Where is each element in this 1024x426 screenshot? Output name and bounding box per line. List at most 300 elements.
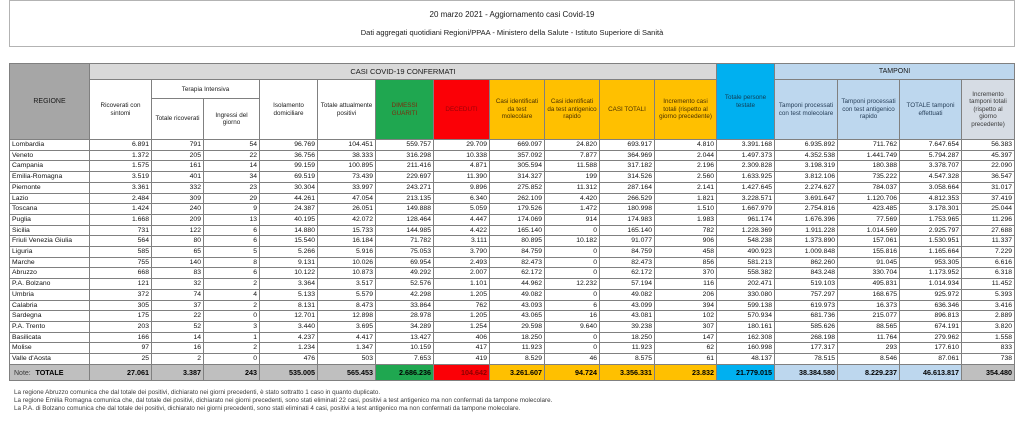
value-cell: 161 — [152, 161, 204, 172]
value-cell: 144.985 — [376, 225, 434, 236]
table-row — [10, 257, 1015, 268]
table-row — [10, 321, 1015, 332]
value-cell: 2.141 — [655, 182, 717, 193]
value-cell: 330.080 — [717, 289, 775, 300]
table-row — [10, 311, 1015, 322]
value-cell: 11.452 — [962, 279, 1015, 290]
value-cell: 5.393 — [962, 289, 1015, 300]
value-cell: 6.616 — [962, 257, 1015, 268]
value-cell: 61 — [655, 354, 717, 365]
value-cell: 401 — [152, 172, 204, 183]
value-cell: 243.271 — [376, 182, 434, 193]
column-header-positivi: Totale attualmente positivi — [318, 80, 376, 140]
value-cell: 833 — [962, 343, 1015, 354]
value-cell: 69.519 — [260, 172, 318, 183]
value-cell: 104.451 — [318, 140, 376, 151]
value-cell: 5.059 — [434, 204, 490, 215]
value-cell: 1.205 — [434, 311, 490, 322]
value-cell: 2.274.627 — [775, 182, 838, 193]
value-cell: 10.873 — [318, 268, 376, 279]
value-cell: 3.519 — [90, 172, 152, 183]
value-cell: 6 — [545, 300, 600, 311]
note-line: La regione Emilia Romagna comunica che, dal totale dei positivi, dichiarato nei giorni precedenti, sono stati eliminati 22 casi, positivi a test antigenico ma non confermati da tampone molecolare. — [14, 397, 553, 405]
value-cell: 11.312 — [545, 182, 600, 193]
value-cell: 18.250 — [490, 332, 545, 343]
region-name-cell: Sicilia — [10, 225, 90, 236]
value-cell: 8.473 — [318, 300, 376, 311]
value-cell: 12.898 — [318, 311, 376, 322]
value-cell: 370 — [655, 268, 717, 279]
group-header-tamponi: TAMPONI — [775, 64, 1015, 80]
region-name-cell: Sardegna — [10, 311, 90, 322]
value-cell: 1.668 — [90, 214, 152, 225]
value-cell: 262.109 — [490, 193, 545, 204]
value-cell: 305.594 — [490, 161, 545, 172]
value-cell: 205 — [152, 150, 204, 161]
value-cell: 11.296 — [962, 214, 1015, 225]
note-line: La P.A. di Bolzano comunica che dal totale dei positivi, dichiarato nei giorni precedenti, sono stati eliminati 4 casi, positivi a test antigenico ma non confermati da tampone molecolare. — [14, 405, 521, 413]
value-cell: 3.364 — [260, 279, 318, 290]
value-cell: 364.969 — [600, 150, 655, 161]
value-cell: 1.983 — [655, 214, 717, 225]
value-cell: 100.895 — [318, 161, 376, 172]
value-cell: 9.896 — [434, 182, 490, 193]
value-cell: 10.159 — [376, 343, 434, 354]
value-cell: 674.191 — [900, 321, 962, 332]
table-row — [10, 140, 1015, 151]
value-cell: 69.954 — [376, 257, 434, 268]
value-cell: 476 — [260, 354, 318, 365]
value-cell: 693.917 — [600, 140, 655, 151]
value-cell: 91.045 — [838, 257, 900, 268]
value-cell: 43.093 — [490, 300, 545, 311]
value-cell: 0 — [545, 257, 600, 268]
value-cell: 24.387 — [260, 204, 318, 215]
value-cell: 2.560 — [655, 172, 717, 183]
value-cell: 1.497.373 — [717, 150, 775, 161]
value-cell: 1.441.749 — [838, 150, 900, 161]
value-cell: 30.304 — [260, 182, 318, 193]
value-cell: 570.934 — [717, 311, 775, 322]
value-cell: 65 — [152, 247, 204, 258]
value-cell: 88.565 — [838, 321, 900, 332]
table-row — [10, 214, 1015, 225]
table-row — [10, 172, 1015, 183]
value-cell: 44.261 — [260, 193, 318, 204]
value-cell: 87.061 — [900, 354, 962, 365]
value-cell: 3.378.707 — [900, 161, 962, 172]
value-cell: 406 — [434, 332, 490, 343]
table-row — [10, 225, 1015, 236]
value-cell: 5 — [204, 247, 260, 258]
value-cell: 906 — [655, 236, 717, 247]
value-cell: 46.613.817 — [900, 364, 962, 380]
value-cell: 2 — [204, 300, 260, 311]
value-cell: 104.642 — [434, 364, 490, 380]
value-cell: 317.182 — [600, 161, 655, 172]
value-cell: 83 — [152, 268, 204, 279]
region-name-cell: Piemonte — [10, 182, 90, 193]
value-cell: 4 — [204, 289, 260, 300]
value-cell: 4.422 — [434, 225, 490, 236]
column-header-tamponi-totale: TOTALE tamponi effettuati — [900, 80, 962, 140]
value-cell: 10.338 — [434, 150, 490, 161]
value-cell: 91.077 — [600, 236, 655, 247]
value-cell: 1.101 — [434, 279, 490, 290]
value-cell: 149.888 — [376, 204, 434, 215]
value-cell: 8.546 — [838, 354, 900, 365]
column-header-incremento-tamponi: Incremento tamponi totali (rispetto al giorno precedente) — [962, 80, 1015, 140]
value-cell: 24.820 — [545, 140, 600, 151]
value-cell: 925.972 — [900, 289, 962, 300]
value-cell: 1.427.645 — [717, 182, 775, 193]
table-body — [10, 140, 1015, 381]
region-name-cell: Calabria — [10, 300, 90, 311]
value-cell: 23 — [204, 182, 260, 193]
value-cell: 762 — [434, 300, 490, 311]
value-cell: 37.419 — [962, 193, 1015, 204]
value-cell: 8.529 — [490, 354, 545, 365]
column-header-casi-molecolare: Casi identificati da test molecolare — [490, 80, 545, 140]
value-cell: 2.889 — [962, 311, 1015, 322]
value-cell: 0 — [545, 247, 600, 258]
value-cell: 84.759 — [490, 247, 545, 258]
value-cell: 1.120.706 — [838, 193, 900, 204]
value-cell: 215.077 — [838, 311, 900, 322]
value-cell: 4.447 — [434, 214, 490, 225]
value-cell: 12.232 — [545, 279, 600, 290]
value-cell: 6 — [204, 268, 260, 279]
column-header-tamponi-molecolare: Tamponi processati con test molecolare — [775, 80, 838, 140]
value-cell: 419 — [434, 354, 490, 365]
value-cell: 6.891 — [90, 140, 152, 151]
value-cell: 1 — [204, 332, 260, 343]
value-cell: 6 — [204, 236, 260, 247]
value-cell: 34.289 — [376, 321, 434, 332]
value-cell: 102 — [655, 311, 717, 322]
value-cell: 49.292 — [376, 268, 434, 279]
value-cell: 1.667.979 — [717, 204, 775, 215]
value-cell: 581.213 — [717, 257, 775, 268]
value-cell: 9 — [204, 204, 260, 215]
value-cell: 6.340 — [434, 193, 490, 204]
value-cell: 22 — [152, 311, 204, 322]
value-cell: 3.440 — [260, 321, 318, 332]
value-cell: 599.138 — [717, 300, 775, 311]
value-cell: 585 — [90, 247, 152, 258]
value-cell: 1.173.952 — [900, 268, 962, 279]
value-cell: 74 — [152, 289, 204, 300]
value-cell: 896.813 — [900, 311, 962, 322]
region-name-cell: Umbria — [10, 289, 90, 300]
value-cell: 202.471 — [717, 279, 775, 290]
value-cell: 1.558 — [962, 332, 1015, 343]
value-cell: 3.790 — [434, 247, 490, 258]
table-row — [10, 150, 1015, 161]
value-cell: 166 — [90, 332, 152, 343]
value-cell: 121 — [90, 279, 152, 290]
value-cell: 668 — [90, 268, 152, 279]
value-cell: 757.297 — [775, 289, 838, 300]
value-cell: 206 — [655, 289, 717, 300]
value-cell: 11.923 — [490, 343, 545, 354]
value-cell: 2.925.797 — [900, 225, 962, 236]
value-cell: 179.526 — [490, 204, 545, 215]
value-cell: 42.298 — [376, 289, 434, 300]
value-cell: 45.397 — [962, 150, 1015, 161]
value-cell: 2.196 — [655, 161, 717, 172]
value-cell: 31.017 — [962, 182, 1015, 193]
value-cell: 122 — [152, 225, 204, 236]
header-group-row — [10, 64, 1015, 80]
value-cell: 203 — [90, 321, 152, 332]
column-header-persone-testate: Totale persone testate — [717, 64, 775, 140]
value-cell: 80.895 — [490, 236, 545, 247]
value-cell: 423.485 — [838, 204, 900, 215]
value-cell: 213.135 — [376, 193, 434, 204]
value-cell: 1.372 — [90, 150, 152, 161]
value-cell: 0 — [545, 332, 600, 343]
value-cell: 34 — [204, 172, 260, 183]
value-cell: 3.387 — [152, 364, 204, 380]
value-cell: 62.172 — [600, 268, 655, 279]
region-name-cell: Toscana — [10, 204, 90, 215]
value-cell: 1.753.965 — [900, 214, 962, 225]
value-cell: 75.053 — [376, 247, 434, 258]
value-cell: 357.092 — [490, 150, 545, 161]
value-cell: 4.352.538 — [775, 150, 838, 161]
value-cell: 856 — [655, 257, 717, 268]
value-cell: 175 — [90, 311, 152, 322]
group-header-casi-confermati: CASI COVID-19 CONFERMATI — [90, 64, 717, 80]
value-cell: 458 — [655, 247, 717, 258]
value-cell: 9.131 — [260, 257, 318, 268]
value-cell: 3.178.301 — [900, 204, 962, 215]
value-cell: 97 — [90, 343, 152, 354]
value-cell: 128.464 — [376, 214, 434, 225]
value-cell: 14 — [152, 332, 204, 343]
value-cell: 6.935.892 — [775, 140, 838, 151]
value-cell: 82.473 — [600, 257, 655, 268]
value-cell: 52 — [152, 321, 204, 332]
value-cell: 229.697 — [376, 172, 434, 183]
header-row — [10, 80, 1015, 99]
value-cell: 3 — [204, 321, 260, 332]
value-cell: 62.172 — [490, 268, 545, 279]
region-name-cell: Basilicata — [10, 332, 90, 343]
value-cell: 3.416 — [962, 300, 1015, 311]
value-cell: 94.724 — [545, 364, 600, 380]
value-cell: 71.782 — [376, 236, 434, 247]
value-cell: 791 — [152, 140, 204, 151]
region-name-cell: Lazio — [10, 193, 90, 204]
value-cell: 48.137 — [717, 354, 775, 365]
value-cell: 3.111 — [434, 236, 490, 247]
value-cell: 36.756 — [260, 150, 318, 161]
value-cell: 1.205 — [434, 289, 490, 300]
value-cell: 47.054 — [318, 193, 376, 204]
value-cell: 1.347 — [318, 343, 376, 354]
value-cell: 11.764 — [838, 332, 900, 343]
value-cell: 26.051 — [318, 204, 376, 215]
value-cell: 82.473 — [490, 257, 545, 268]
value-cell: 4.812.353 — [900, 193, 962, 204]
value-cell: 2.493 — [434, 257, 490, 268]
value-cell: 46 — [545, 354, 600, 365]
value-cell: 44.962 — [490, 279, 545, 290]
value-cell: 42.072 — [318, 214, 376, 225]
value-cell: 40.195 — [260, 214, 318, 225]
value-cell: 29.709 — [434, 140, 490, 151]
value-cell: 36.547 — [962, 172, 1015, 183]
column-header-ti-totale: Totale ricoverati — [152, 99, 204, 140]
value-cell: 5.916 — [318, 247, 376, 258]
covid-data-table — [9, 63, 1015, 381]
value-cell: 735.222 — [838, 172, 900, 183]
column-header-ricoverati: Ricoverati con sintomi — [90, 80, 152, 140]
value-cell: 15.540 — [260, 236, 318, 247]
value-cell: 3.820 — [962, 321, 1015, 332]
value-cell: 10.182 — [545, 236, 600, 247]
value-cell: 0 — [545, 343, 600, 354]
value-cell: 3.261.607 — [490, 364, 545, 380]
value-cell: 7.877 — [545, 150, 600, 161]
value-cell: 4.420 — [545, 193, 600, 204]
value-cell: 1.424 — [90, 204, 152, 215]
region-name-cell: Liguria — [10, 247, 90, 258]
value-cell: 80 — [152, 236, 204, 247]
value-cell: 1.014.569 — [838, 225, 900, 236]
value-cell: 18.250 — [600, 332, 655, 343]
value-cell: 243 — [204, 364, 260, 380]
table-row — [10, 343, 1015, 354]
value-cell: 3.691.647 — [775, 193, 838, 204]
table-row — [10, 193, 1015, 204]
value-cell: 843.248 — [775, 268, 838, 279]
value-cell: 0 — [545, 289, 600, 300]
value-cell: 43.099 — [600, 300, 655, 311]
value-cell: 73.439 — [318, 172, 376, 183]
value-cell: 25 — [90, 354, 152, 365]
value-cell: 2.309.828 — [717, 161, 775, 172]
value-cell: 307 — [655, 321, 717, 332]
group-header-terapia-intensiva: Terapia Intensiva — [152, 80, 260, 99]
value-cell: 177.610 — [900, 343, 962, 354]
value-cell: 96.769 — [260, 140, 318, 151]
value-cell: 7.229 — [962, 247, 1015, 258]
value-cell: 354.480 — [962, 364, 1015, 380]
value-cell: 669.097 — [490, 140, 545, 151]
value-cell: 25.044 — [962, 204, 1015, 215]
table-row — [10, 289, 1015, 300]
value-cell: 268.198 — [775, 332, 838, 343]
value-cell: 1.254 — [434, 321, 490, 332]
value-cell: 49.082 — [600, 289, 655, 300]
value-cell: 180.161 — [717, 321, 775, 332]
value-cell: 21.779.015 — [717, 364, 775, 380]
value-cell: 731 — [90, 225, 152, 236]
value-cell: 4.547.328 — [900, 172, 962, 183]
value-cell: 2.484 — [90, 193, 152, 204]
value-cell: 27.688 — [962, 225, 1015, 236]
value-cell: 862.260 — [775, 257, 838, 268]
value-cell: 3.391.168 — [717, 140, 775, 151]
value-cell: 961.174 — [717, 214, 775, 225]
value-cell: 16 — [545, 311, 600, 322]
notes-section — [14, 370, 1004, 414]
value-cell: 309 — [152, 193, 204, 204]
value-cell: 7.653 — [376, 354, 434, 365]
table-row — [10, 204, 1015, 215]
region-name-cell: Molise — [10, 343, 90, 354]
title-box — [9, 0, 1015, 47]
value-cell: 279.962 — [900, 332, 962, 343]
value-cell: 4.237 — [260, 332, 318, 343]
value-cell: 1.373.890 — [775, 236, 838, 247]
value-cell: 49.082 — [490, 289, 545, 300]
value-cell: 7.647.654 — [900, 140, 962, 151]
value-cell: 8.229.237 — [838, 364, 900, 380]
table-row — [10, 279, 1015, 290]
value-cell: 165.140 — [600, 225, 655, 236]
value-cell: 5.133 — [260, 289, 318, 300]
region-name-cell: P.A. Bolzano — [10, 279, 90, 290]
value-cell: 1.821 — [655, 193, 717, 204]
value-cell: 84.759 — [600, 247, 655, 258]
value-cell: 10.122 — [260, 268, 318, 279]
value-cell: 27.061 — [90, 364, 152, 380]
table-row — [10, 300, 1015, 311]
value-cell: 160.998 — [717, 343, 775, 354]
page-title: 20 marzo 2021 - Aggiornamento casi Covid-19 — [429, 10, 595, 19]
value-cell: 1.228.369 — [717, 225, 775, 236]
region-name-cell: Valle d'Aosta — [10, 354, 90, 365]
region-name-cell: Abruzzo — [10, 268, 90, 279]
value-cell: 147 — [655, 332, 717, 343]
value-cell: 4.417 — [318, 332, 376, 343]
value-cell: 565.453 — [318, 364, 376, 380]
value-cell: 174.069 — [490, 214, 545, 225]
value-cell: 5.794.287 — [900, 150, 962, 161]
value-cell: 168.675 — [838, 289, 900, 300]
value-cell: 57.194 — [600, 279, 655, 290]
value-cell: 9.640 — [545, 321, 600, 332]
value-cell: 78.515 — [775, 354, 838, 365]
value-cell: 8 — [204, 257, 260, 268]
value-cell: 1.472 — [545, 204, 600, 215]
value-cell: 0 — [545, 268, 600, 279]
value-cell: 38.384.580 — [775, 364, 838, 380]
value-cell: 3.812.106 — [775, 172, 838, 183]
value-cell: 558.382 — [717, 268, 775, 279]
value-cell: 564 — [90, 236, 152, 247]
value-cell: 211.416 — [376, 161, 434, 172]
value-cell: 0 — [545, 225, 600, 236]
value-cell: 29.598 — [490, 321, 545, 332]
value-cell: 13.427 — [376, 332, 434, 343]
value-cell: 559.757 — [376, 140, 434, 151]
column-header-isolamento: Isolamento domiciliare — [260, 80, 318, 140]
value-cell: 519.103 — [775, 279, 838, 290]
value-cell: 23.832 — [655, 364, 717, 380]
value-cell: 16.184 — [318, 236, 376, 247]
value-cell: 6.318 — [962, 268, 1015, 279]
value-cell: 43.065 — [490, 311, 545, 322]
value-cell: 3.517 — [318, 279, 376, 290]
value-cell: 39.238 — [600, 321, 655, 332]
value-cell: 38.333 — [318, 150, 376, 161]
value-cell: 305 — [90, 300, 152, 311]
